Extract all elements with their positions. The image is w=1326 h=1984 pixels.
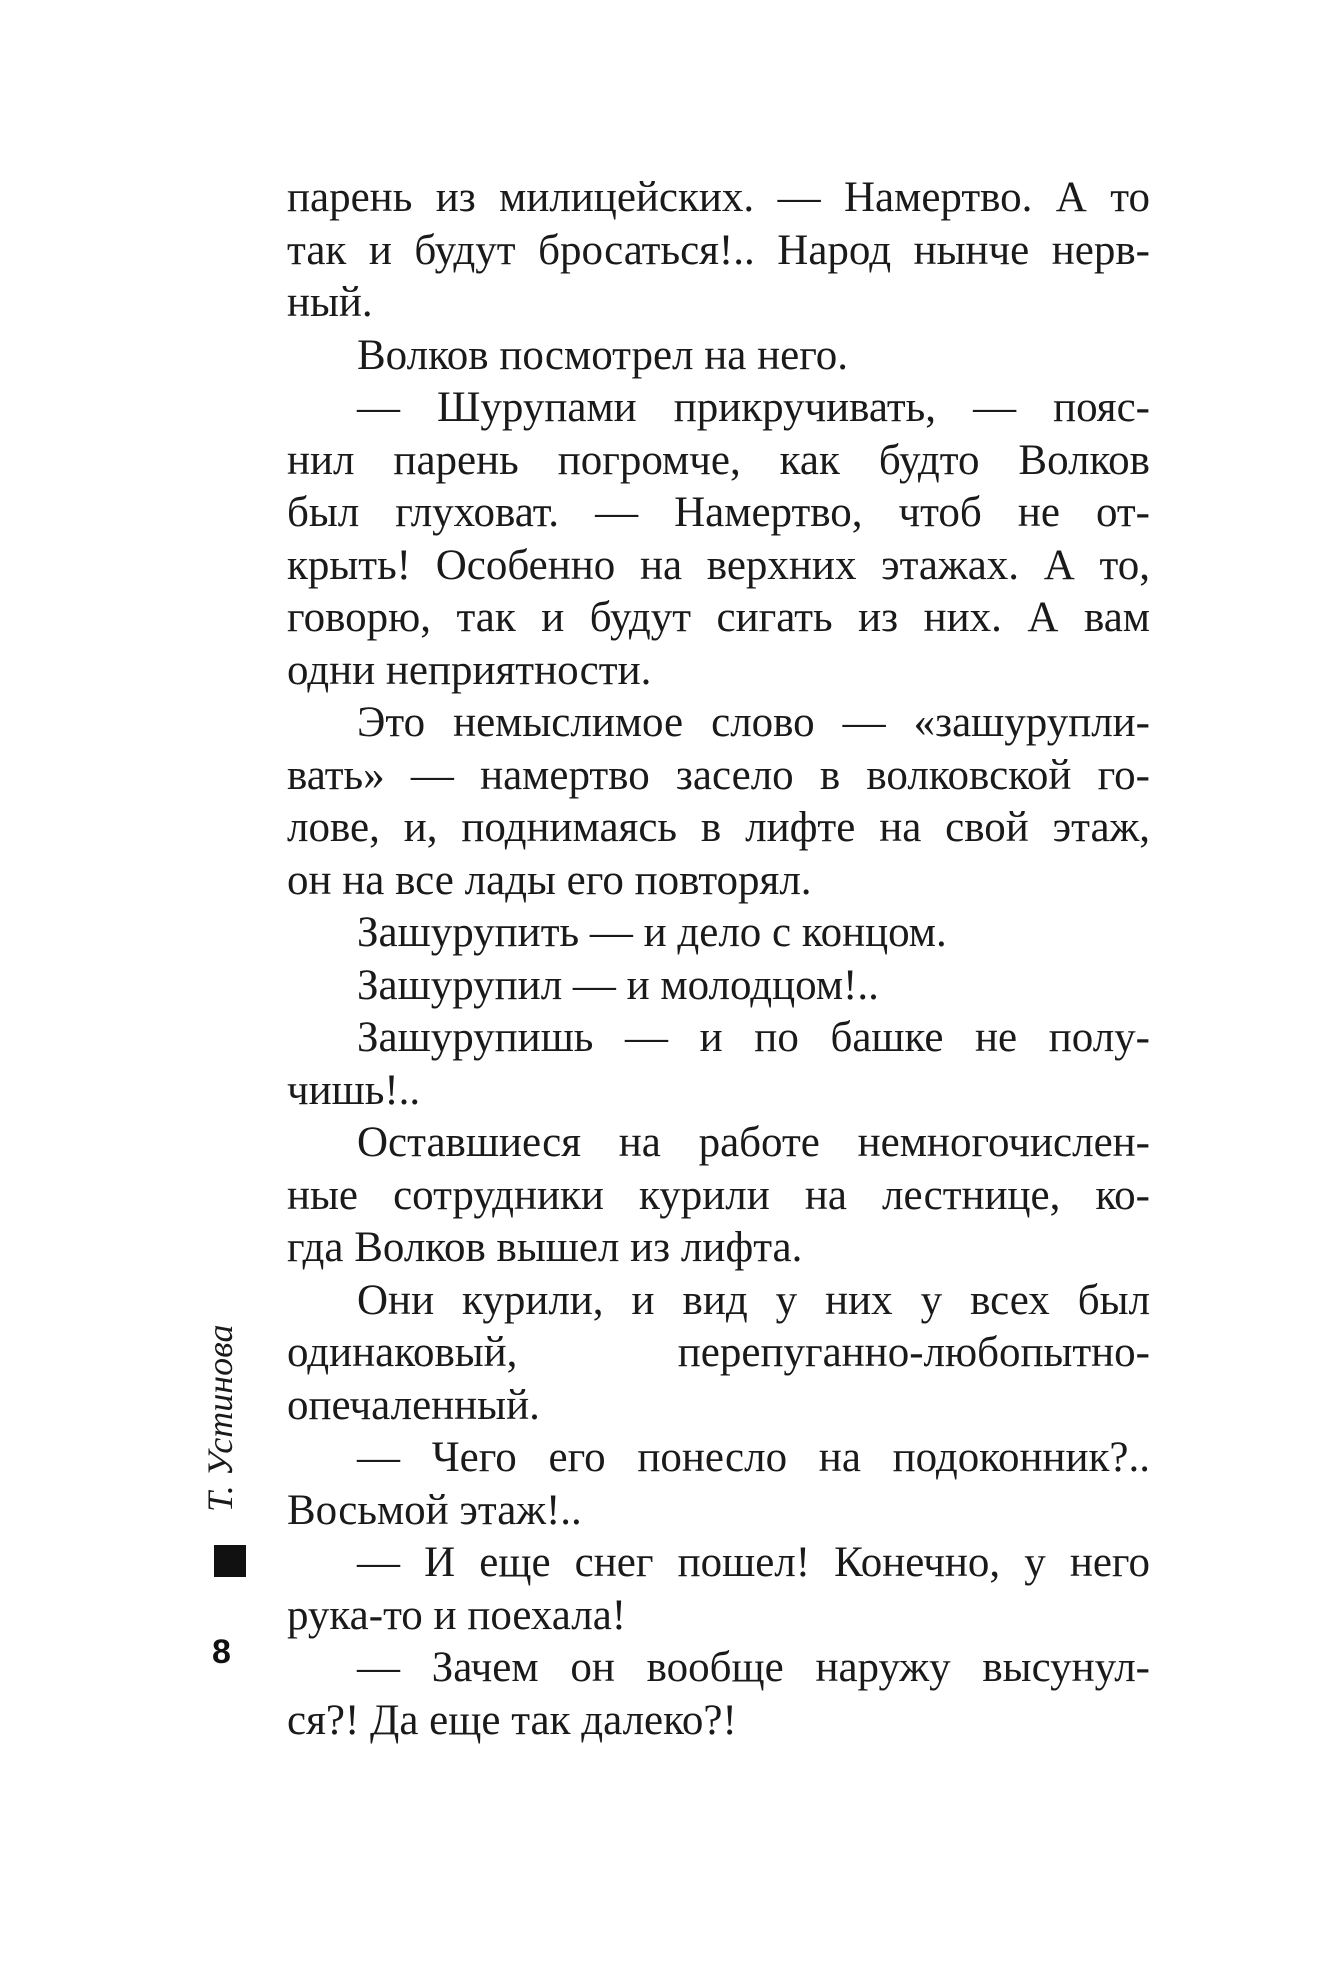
text-line: ные сотрудники курили на лестнице, ко- [287, 1171, 1150, 1219]
text-line: Зашурупить — и дело с концом. [357, 909, 947, 956]
text-line: одни неприятности. [287, 646, 652, 694]
text-line: — Шурупами прикручивать, — пояс- [357, 384, 1150, 431]
text-line: нил парень погромче, как будто Волков [287, 436, 1150, 484]
text-line: вать» — намертво засело в волковской го- [287, 751, 1150, 799]
square-marker-icon [214, 1545, 246, 1577]
text-line: Это немыслимое слово — «зашурупли- [357, 699, 1150, 746]
text-line: он на все лады его повторял. [287, 856, 812, 904]
text-line: рука-то и поехала! [287, 1591, 627, 1639]
text-line: парень из милицейских. — Намертво. А то [287, 174, 1150, 221]
text-line: гда Волков вышел из лифта. [287, 1224, 803, 1271]
text-line: Волков посмотрел на него. [357, 331, 849, 379]
text-line: одинаковый, перепуганно-любопытно- [287, 1329, 1150, 1376]
text-line: Зашурупил — и молодцом!.. [357, 961, 879, 1009]
body-text [287, 172, 1150, 1747]
author-name: Т. Устинова [200, 1324, 240, 1512]
text-line: Восьмой этаж!.. [287, 1486, 582, 1534]
page-number: 8 [212, 1633, 231, 1671]
text-line: ся?! Да еще так далеко?! [287, 1696, 737, 1744]
text-line: крыть! Особенно на верхних этажах. А то, [287, 541, 1150, 589]
text-line: Они курили, и вид у них у всех был [357, 1276, 1150, 1324]
text-line: — Зачем он вообще наружу высунул- [357, 1644, 1150, 1691]
text-line: опечаленный. [287, 1381, 540, 1429]
text-line: — И еще снег пошел! Конечно, у него [357, 1539, 1150, 1586]
text-line: Зашурупишь — и по башке не полу- [357, 1014, 1150, 1061]
text-line: говорю, так и будут сигать из них. А вам [287, 594, 1150, 641]
text-line: лове, и, поднимаясь в лифте на свой этаж, [287, 804, 1150, 851]
text-line: был глуховат. — Намертво, чтоб не от- [287, 489, 1150, 536]
text-line: ный. [287, 279, 373, 326]
text-line: Оставшиеся на работе немногочислен- [357, 1119, 1150, 1166]
text-line: — Чего его понесло на подоконник?.. [357, 1434, 1150, 1481]
text-line: так и будут бросаться!.. Народ нынче нерв- [287, 226, 1150, 274]
text-line: чишь!.. [287, 1066, 421, 1114]
